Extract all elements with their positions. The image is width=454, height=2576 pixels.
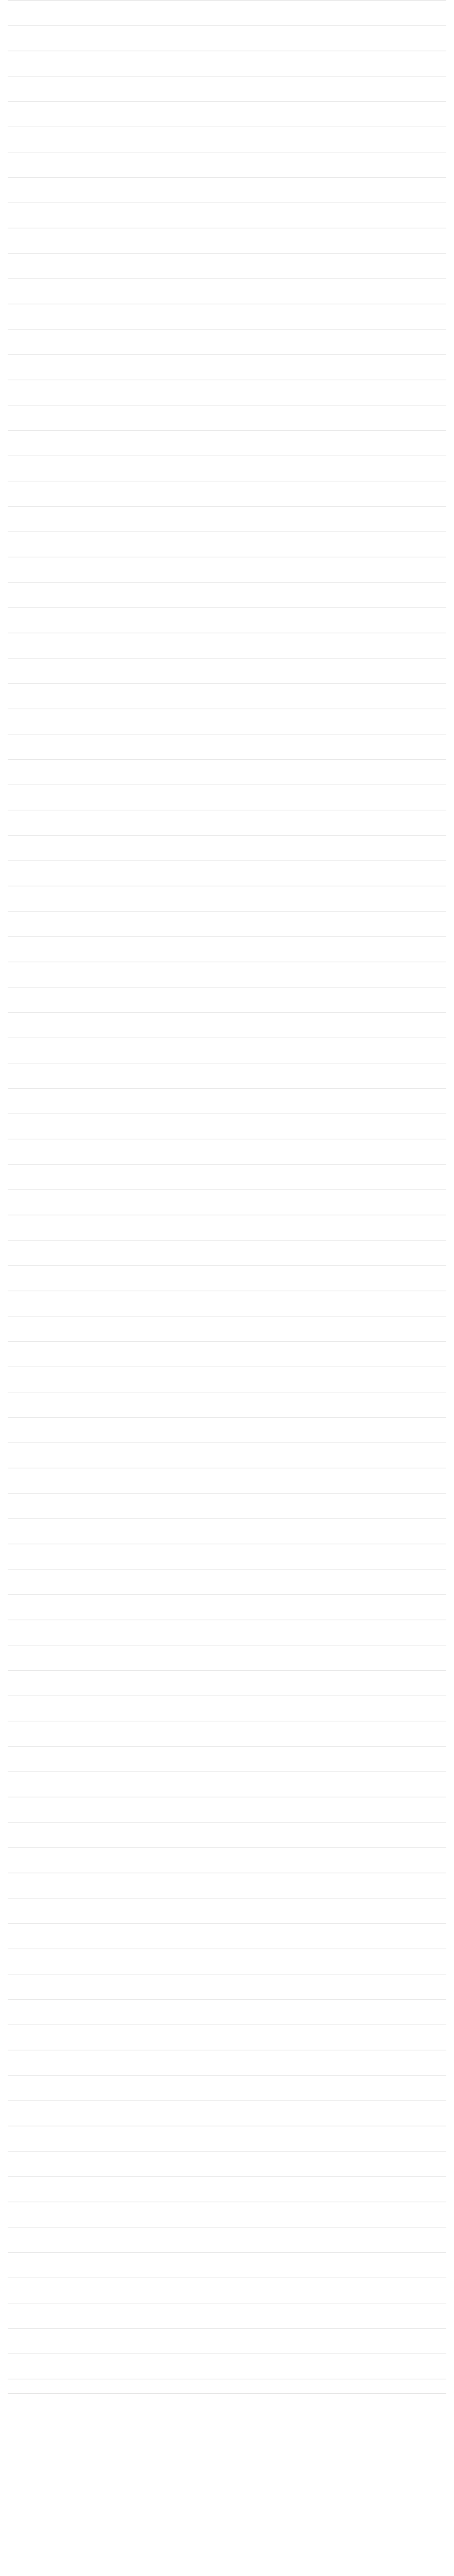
story-text bbox=[8, 0, 446, 2393]
brand-banner bbox=[8, 2479, 446, 2576]
page-footer bbox=[8, 2393, 446, 2479]
